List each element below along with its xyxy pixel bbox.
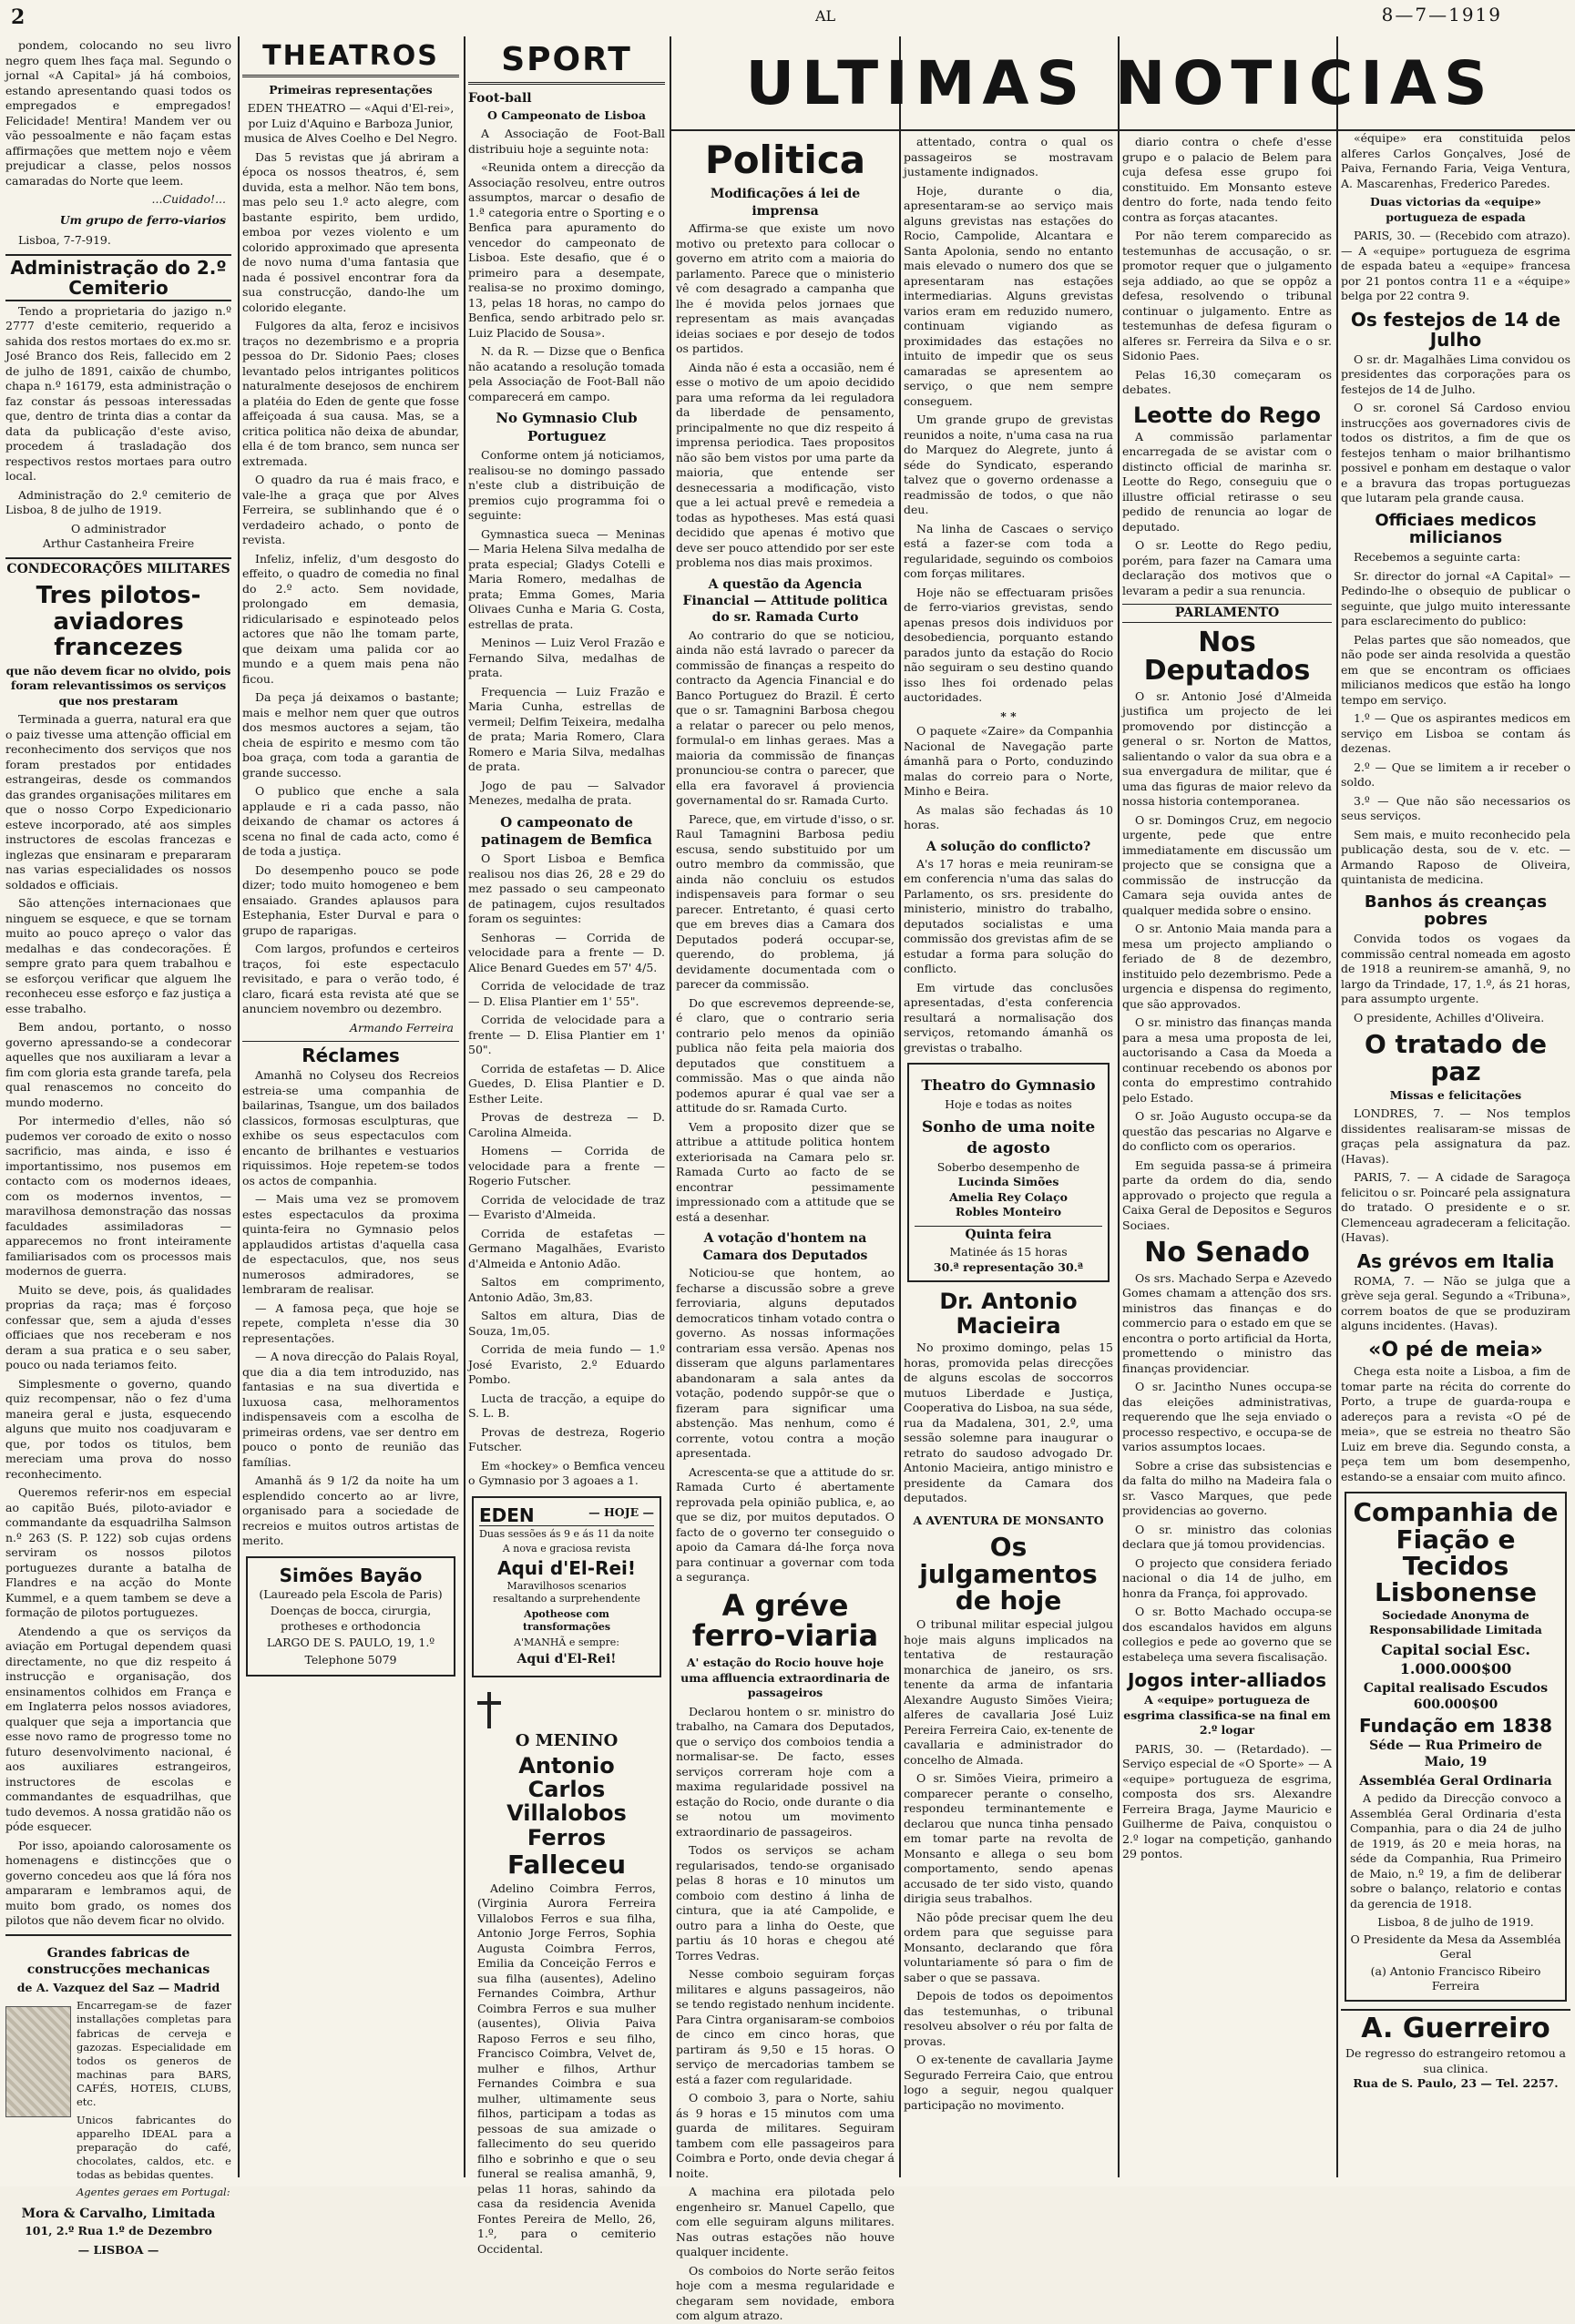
military-title: Tres pilotos-aviadores francezes [36, 581, 201, 662]
eden-name: EDEN [479, 1503, 535, 1526]
cross-icon [477, 1692, 501, 1728]
strike-paragraph: Um grande grupo de grevistas reunidos a noite, n'uma casa na rua do Marquez do Alegrete, junto á séde do Syndicato, esperando talvez que o governo ordenasse a readmissão de todos, o que não deu. [904, 413, 1113, 516]
signature: Um grupo de ferro-viarios [59, 212, 226, 227]
gymnasio-paragraph: Jogo de pau — Salvador Menezes, medalha de prata. [468, 778, 665, 808]
gymnasio-paragraph: Frequencia — Luiz Frazão e Maria Cunha, estrellas de vermeil; Delfim Teixeira, medalha de prata; Maria Romero, Clara Romero e Maria Silva, medalhas de prata. [468, 684, 665, 774]
paz-paragraph: PARIS, 7. — A cidade de Saragoça felicitou o sr. Poincaré pela assignatura do tratado. O presidente e o sr. Clemenceau agradeceram a felicitação. (Havas). [1341, 1170, 1570, 1245]
dentist-line: Telephone 5079 [304, 1652, 397, 1667]
review-paragraph: O quadro da rua é mais fraco, e vale-lhe a graça que por Alves Ferreira, se sublinhando que é o verdadeiro achado, o ponto de revista. [242, 473, 459, 547]
separator-stars: * * [1000, 708, 1017, 723]
page-header [0, 0, 1575, 36]
eden-line: A'MANHÃ e sempre: [514, 1636, 619, 1648]
column-6 [1122, 135, 1332, 2177]
banhos-title: Banhos ás creanças pobres [1364, 892, 1548, 930]
gymnasio-paragraph: Meninos — Luiz Verol Frazão e Fernando Silva, medalhas de prata. [468, 636, 665, 680]
ad-illustration [5, 2006, 71, 2117]
senado-paragraph: Os srs. Machado Serpa e Azevedo Gomes chamam a attenção dos srs. ministros das finanças e do commercio para o estado em que se encontra o porto artificial da Horta, promettendo o ministro das finanças providenciar. [1122, 1270, 1332, 1375]
monsanto-label: A AVENTURA DE MONSANTO [913, 1513, 1104, 1527]
fencing-paragraph: PARIS, 30. — (Recebido com atrazo). — A «equipe» portugueza de esgrima de espada bateu a «equipe» francesa por 21 pontos contra 11 e a «équipe» belga por 22 contra 9. [1341, 229, 1570, 302]
companhia-ad [1345, 1492, 1567, 2002]
julgamento-cont: Por não terem comparecido as testemunhas de accusação, o sr. promotor requer que o julgamento seja addiado, ao que se oppôz a defesa, resolvendo o tribunal continuar o julgamento. Entre as testemunhas de defesa figuram o alferes sr. Ferreira da Silva e o sr. Sidonio Paes. [1122, 229, 1332, 362]
greve-paragraph: Nesse comboio seguiram forças militares e alguns passageiros, não se tendo registado nenhum incidente. Para Cintra organisaram-se comboios de cinco em cinco horas, que partiram ás 9,50 e 15 horas. O serviço de mercadorias tambem se está a fazer com regularidade. [676, 1967, 895, 2086]
skating-paragraph: Corrida de velocidade para a frente — D. Elisa Plantier em 1' 50". [468, 1013, 665, 1057]
gymnasio-title: No Gymnasio Club Portuguez [496, 410, 638, 445]
skating-paragraph: Provas de destreza — D. Carolina Almeida. [468, 1110, 665, 1139]
gymnasio-paragraph: Gymnastica sueca — Meninas — Maria Helena Silva medalha de prata especial; Gladys Cotelli e Maria Romero, medalhas de prata; Emma Gomes, Maria Olivaes Cunha e Maria G. Costa, estrellas de prata. [468, 526, 665, 631]
column-rule [1336, 36, 1338, 2177]
column-2 [242, 38, 459, 2177]
football-paragraph: N. da R. — Dizse que o Benfica não acatando a resolução tomada pela Associação de Foot-Ball não comparecerá em campo. [468, 344, 665, 403]
obituary-body: Adelino Coimbra Ferros, (Virginia Aurora Ferreira Villalobos Ferros e sua filha, Antonio Jorge Ferros, Sophia Augusta Coimbra Ferros, Emilia da Conceição Ferros e sua filha (ausentes), Adelino Fernandes Coimbra, Arthur Coimbra Ferros e sua mulher (ausentes), Olivia Paiva Raposo Ferros e seu filho, Francisco Coimbra, Velvet de, mulher e filhos, Arthur Fernandes Coimbra e sua mulher, ultimamente seus filhos, participam a todas as pessoas de sua amizade o fallecimento do seu querido filho e sobrinho e que o seu funeral se realisa amanhã, 9, pelas 11 horas, sahindo da casa da residencia Avenida Fontes Pereira de Mello, 26, 1.º, para o cemiterio Occidental. [477, 1881, 656, 2256]
julgamentos-paragraph: Depois de todos os depoimentos das testemunhas, o tribunal resolveu absolver o réu por falta de provas. [904, 1989, 1113, 2048]
cemetery-sign: Arthur Castanheira Freire [42, 536, 195, 550]
eden-line: Maravilhosos scenarios resaltando a surprehendente [493, 1579, 640, 1605]
conflict-paragraph: Em virtude das conclusões apresentadas, d'esta conferencia resultará a normalisação dos serviços, retomando ámanhã os grevistas o trabalho. [904, 980, 1113, 1055]
eden-review-header: EDEN THEATRO — «Aqui d'El-rei», por Luiz d'Aquino e Barboza Junior, musica de Alves Coelho e Del Negro. [243, 101, 458, 146]
guerreiro-title: A. Guerreiro [1341, 2009, 1570, 2044]
ad-company: Mora & Carvalho, Limitada [21, 2206, 216, 2221]
macieira-title: Dr. Antonio Macieira [939, 1289, 1078, 1339]
companhia-capital-realised: Capital realisado Escudos 600.000$00 [1363, 1680, 1549, 1713]
conflict-title: A solução do conflicto? [926, 839, 1091, 854]
column-1 [5, 38, 231, 2257]
deputados-title: Nos Deputados [1143, 626, 1311, 688]
review-paragraph: Infeliz, infeliz, d'um desgosto do effeito, o quadro de comedia no final do 2.º acto. Sem novidade, prolongado em demasia, ridicularisado e espinoteado pelos actores que não lhe tomam parte, que deixam uma palida cor ao mundo e a quem mais pena não ficou. [242, 551, 459, 686]
military-paragraph: Muito se deve, pois, ás qualidades proprias da raça; mas é forçoso confessar que, sem a ajuda d'esses officiaes que nos receberam e nos deram a sua pratica e o seu saber, pouco ou nada teriamos feito. [5, 1282, 231, 1372]
military-paragraph: Por isso, apoiando calorosamente os homenagens e distincções que o governo concedeu aos que lá fóra nos ampararam e lembramos aqui, de muito bom grado, os nomes dos pilotos que não devem ficar no olvido. [5, 1838, 231, 1928]
obituary-name: Antonio Carlos Villalobos Ferros [506, 1752, 627, 1850]
eden-hoje: — HOJE — [588, 1504, 654, 1519]
skating-paragraph: Homens — Corrida de velocidade para a frente — Rogerio Futscher. [468, 1144, 665, 1188]
reclame-item: — A nova direcção do Palais Royal, que dia a dia tem introduzido, nas fantasias e na sua divertida e luxuosa casa, melhoramentos indispensaveis com a escolha de primeiras ordens, vae ser dentro em pouco o ponto de reunião das famílias. [242, 1350, 459, 1469]
skating-paragraph: O Sport Lisboa e Bemfica realisou nos dias 26, 28 e 29 do mez passado o seu campeonato de patinagem, cujos resultados foram os seguintes: [468, 851, 665, 926]
conflict-paragraph: A's 17 horas e meia reuniram-se em conferencia n'uma das salas do Parlamento, os srs. presidente do ministerio, ministro do trabalho, deputados socialistas e uma commissão dos grevistas afim de se estudar a forma para solução do conflicto. [904, 856, 1113, 976]
paz-subtitle: Missas e felicitações [1389, 1087, 1522, 1102]
strike-paragraph: Na linha de Cascaes o serviço está a fazer-se com toda a regularidade, seguindo os comboios com forças militares. [904, 521, 1113, 580]
julgamentos-paragraph: O sr. Simões Vieira, primeiro a comparecer perante o conselho, respondeu terminantemente e declarou que nunca tinha pensado em tomar parte na revolta de Monsanto e allega o seu bom comportamento, sendo apenas accusado de ter sido visto, quando dirigia seus trabalhos. [904, 1771, 1113, 1906]
reclame-item: Amanhã ás 9 1/2 da noite ha um esplendido concerto ao ar livre, organisado para a sociedade de recreios e muitos outros artistas de merito. [242, 1473, 459, 1548]
reclame-item: — A famosa peça, que hoje se repete, completa n'esse dia 30 representações. [242, 1300, 459, 1345]
julgamentos-paragraph: Não pôde precisar quem lhe deu ordem para que seguisse para Monsanto, declarando que fôra voluntariamente só para o fim de saber o que se passava. [904, 1910, 1113, 1984]
review-paragraph: Do desempenho pouco se pode dizer; todo muito homogeneo e bem ensaiado. Grandes aplausos para Estephania, Ester Durval e para o grupo de raparigas. [242, 862, 459, 937]
skating-paragraph: Corrida de velocidade de traz — Evaristo d'Almeida. [468, 1192, 665, 1222]
column-4 [676, 135, 895, 2323]
macieira-paragraph: No proximo domingo, pelas 15 horas, promovida pelas direcções de alguns escolas de soccorros mutuos Liberdade e Justiça, Cooperativa do Lisboa, na sua séde, rua da Madalena, 301, 2.º, uma sessão solemne para inaugurar o retrato do saudoso advogado Dr. Antonio Macieira, antigo ministro e presidente da Camara dos deputados. [904, 1340, 1113, 1505]
companhia-capital: Capital social Esc. 1.000.000$00 [1381, 1640, 1530, 1677]
deputados-paragraph: O sr. ministro das finanças manda para a mesa uma proposta de lei, auctorisando a Casa da Moeda a continuar recebendo os abonos por conta do emprestimo contrahido pelo Estado. [1122, 1015, 1332, 1105]
jogos-paragraph: PARIS, 30. — (Retardado). — Serviço especial de «O Sporte» — A «equipe» portugueza de esgrima, composta dos srs. Alexandre Ferreira Braga, Jayme Mauricio e Guilherme de Paiva, conquistou o 2.º logar na competição, ganhando 29 pontos. [1122, 1741, 1332, 1861]
greve-paragraph: Todos os serviços se acham regularisados, tendo-se organisado pelas 8 horas e 10 minutos um comboio com destino á linha de cintura, que ia até Campolide, e outro para a linha do Oeste, que partiu ás 10 horas e chegou até Torres Vedras. [676, 1843, 895, 1962]
dentist-line: (Laureado pela Escola de Paris) [259, 1586, 443, 1601]
senado-paragraph: Sobre a crise das subsistencias e da falta do milho na Madeira fala o sr. Vasco Marques, que pede providencias ao governo. [1122, 1458, 1332, 1518]
military-paragraph: Simplesmente o governo, quando quiz recompensar, não o fez d'uma maneira geral e justa, esquecendo alguns que muito nos coadjuvaram e que, por todos os titulos, bem mereciam uma prova do nosso reconhecimento. [5, 1376, 231, 1481]
jogos-subtitle: A «equipe» portugueza de esgrima classifica-se na final em 2.º logar [1123, 1693, 1331, 1738]
paz-title: O tratado de paz [1365, 1029, 1547, 1086]
football-paragraph: «Reunida ontem a direcção da Associação resolveu, entre outros assumptos, marcar o desafio de 1.ª categoria entre o Sporting e o Benfica para apuramento do vencedor do campeonato de Lisboa. Este desafio, que é o primeiro para a desempate, realisa-se no proximo domingo, 13, pelas 18 horas, no campo do Benfica, sendo arbitrado pelo sr. Luiz Placido de Sousa». [468, 160, 665, 340]
parlamento-label: PARLAMENTO [1122, 604, 1332, 622]
eden-title-2: Aqui d'El-Rei! [516, 1652, 617, 1667]
fencing-paragraph: «équipe» era constituida pelos alferes Carlos Gonçalves, José de Paiva, Fernando Faria, Veiga Ventura, A. Mascarenhas, Frederico Paredes. [1341, 131, 1570, 190]
cemetery-role: O administrador [71, 521, 166, 535]
column-3 [468, 38, 665, 2256]
ad-address: 101, 2.º Rua 1.º de Dezembro [25, 2224, 212, 2238]
greve-title: A gréve ferro-viaria [691, 1587, 879, 1654]
theatros-masthead: THEATROS [242, 38, 459, 77]
paz-paragraph: LONDRES, 7. — Nos templos dissidentes realisaram-se missas de graças pela assignatura da paz. (Havas). [1341, 1106, 1570, 1166]
guerreiro-address: Rua de S. Paulo, 23 — Tel. 2257. [1353, 2076, 1559, 2091]
strike-paragraph: Hoje, durante o dia, apresentaram-se ao serviço mais alguns grevistas nas estações do Rocio, Campolide, Alcantara e Santa Apolonia, sendo no entanto mais elevado o numero dos que se apresentaram nas estações intermediarias. Alguns grevistas varios eram em reduzido numero, continuam vigiando as proximidades das estações no intuito de impedir que os seus camaradas se apresentem ao serviço, o que nem sempre conseguem. [904, 183, 1113, 408]
skating-paragraph: Corrida de velocidade de traz — D. Elisa Plantier em 1' 55". [468, 979, 665, 1008]
deputados-paragraph: O sr. Antonio Maia manda para a mesa um projecto ampliando o feriado de 8 de dezembro, instituido pelo dezembrismo. Pede a urgencia e dispensa do regimento, que são approvados. [1122, 922, 1332, 1011]
ad-body-2: Unicos fabricantes do apparelho IDEAL para a preparação do café, chocolates, caldos, etc. e todas as bebidas quentes. [77, 2113, 231, 2182]
skating-title: O campeonato de patinagem de Bemfica [481, 813, 652, 849]
julgamento-cont: Pelas 16,30 começaram os debates. [1122, 367, 1332, 396]
review-paragraph: O publico que enche a sala applaude e ri a cada passo, não deixando de chamar os actores á scena no final de cada acto, como é de toda a justiça. [242, 784, 459, 859]
senado-paragraph: O sr. Jacintho Nunes occupa-se das eleições administrativas, requerendo que lhe seja enviado o processo respectivo, e occupa-se de varios assumptos locaes. [1122, 1380, 1332, 1454]
rego-paragraph: O sr. Leotte do Rego pediu, porém, para fazer na Camara uma declaração dos motivos que o levaram a pedir a sua renuncia. [1122, 538, 1332, 597]
eden-ad [472, 1496, 661, 1677]
military-paragraph: Por intermedio d'elles, não só pudemos ver coroado de exito o nosso sacrificio, mas ainda, e isso é importantissimo, nos pusemos em contacto com os modernos ideaes, com os modernos inventos, — maravilhosa demonstração das nossas faculdades assimiladoras — apparecemos no front inteiramente familiarisados com os processos mais modernos de guerra. [5, 1114, 231, 1279]
military-subtitle: que não devem ficar no olvido, pois foram relevantissimos os serviços que nos prestaram [5, 663, 231, 708]
guerreiro-line: De regresso do estrangeiro retomou a sua clinica. [1345, 2046, 1566, 2075]
companhia-signature: (a) Antonio Francisco Ribeiro Ferreira [1370, 1963, 1541, 1993]
companhia-president: O Presidente da Mesa da Assembléa Geral [1350, 1932, 1561, 1962]
companhia-date: Lisboa, 8 de julho de 1919. [1377, 1915, 1534, 1930]
skating-paragraph: Corrida de estafetas — D. Alice Guedes, D. Elisa Plantier e D. Esther Leite. [468, 1061, 665, 1106]
italia-paragraph: ROMA, 7. — Não se julga que a grève seja geral. Segundo a «Tribuna», correm boatos de que se produziram alguns incidentes. (Havas). [1341, 1273, 1570, 1333]
companhia-assembly: Assembléa Geral Ordinaria [1359, 1773, 1552, 1789]
jogos-title: Jogos inter-alliados [1127, 1669, 1326, 1692]
agency-paragraph: Ao contrario do que se noticiou, ainda não está lavrado o parecer da commissão de finanças a respeito do contracto da Agencia Financial e do Banco Portuguez do Brazil. É certo que o sr. Tamagnini Barbosa chegou a relatar o parecer ou pelo menos, formulal-o em linhas geraes. Mas a maioria da commissão de finanças pronunciou-se contra o parecer, que ella era favoravel á proviencia governamental do sr. Ramada Curto. [676, 627, 895, 808]
skating-paragraph: Provas de destreza, Rogerio Futscher. [468, 1424, 665, 1454]
deputados-paragraph: O sr. Domingos Cruz, em negocio urgente, pede que entre immediatamente em discussão um projecto que se consigna que a commissão de instrucção da Camara seja ouvida antes de qualquer medida sobre o ensino. [1122, 812, 1332, 917]
vote-paragraph: Noticiou-se que hontem, ao fecharse a discussão sobre a greve ferroviaria, alguns deputados democraticos tinham votado contra o governo. As nossas informações contrariam essa versão. Apenas nos disseram que alguns parlamentares abandonaram a sala antes da votação, podendo suppôr-se que o fizeram para significar uma abstenção. Mas nenhum, como é corrente, votou contra a moção apresentada. [676, 1266, 895, 1461]
cemetery-body: Tendo a proprietaria do jazigo n.º 2777 d'este cemiterio, requerido a sahida dos restos mortaes do ex.mo sr. José Branco dos Reis, fallecido em 2 de julho de 1891, caixão de chumbo, chapa n.º 16179, esta administração o faz constar ás pessoas interessadas que, dentro de trinta dias a contar da data da publicação d'este aviso, procedem á trasladação dos respectivos restos mortaes para outro local. [5, 303, 231, 483]
gym-theatre-title: Sonho de uma noite de agosto [921, 1118, 1096, 1157]
julgamentos-paragraph: O tribunal militar especial julgou hoje mais alguns implicados na tentativa de restauração monarchica de janeiro, os srs. tenente da arma de infantaria Alexandre Augusto Simões Vieira; alferes de cavallaria José Luiz Pereira Ferreira Caio, ex-tenente de cavallaria e administrador do concelho de Almada. [904, 1617, 1113, 1767]
eden-line: A nova e graciosa revista [502, 1543, 631, 1555]
medicos-paragraph: 1.º — Que os aspirantes medicos em serviço em Lisboa se contam ás dezenas. [1341, 711, 1570, 756]
medicos-paragraph: Pelas partes que são nomeados, que não pode ser ainda resolvida a questão em que se encontram os officiaes milicianos medicos que estão ha longo tempo em serviço. [1341, 632, 1570, 707]
gym-theatre-actor: Robles Monteiro [955, 1205, 1062, 1219]
column-rule [464, 36, 465, 2177]
obituary [472, 1685, 661, 2267]
military-paragraph: Queremos referir-nos em especial ao capitão Bués, piloto-aviador e commandante da esquadrilha Salmson n.º 263 (S. P. 122) sob cujas ordens serviram os nossos pilotos portuguezes durante a batalha de Flandres e na acção do Monte Kummel, e a quem tambem se deve a formação de pilotos portuguezes. [5, 1485, 231, 1620]
dentist-ad [246, 1556, 455, 1677]
review-signature: Armando Ferreira [349, 1020, 454, 1035]
column-7 [1341, 40, 1570, 2177]
military-section: CONDECORAÇÕES MILITARES [5, 557, 231, 577]
politica-title: Politica [704, 138, 866, 182]
military-paragraph: Bem andou, portanto, o nosso governo apressando-se a condecorar aquelles que nos auxiliaram a levar a fim com gloria esta grande tarefa, pela qual renascemos no conceito do mundo moderno. [5, 1020, 231, 1109]
gym-theatre-name: Theatro do Gymnasio [921, 1076, 1096, 1095]
skating-paragraph: Corrida de estafetas — Germano Magalhães, Evaristo d'Almeida e Antonio Adão. [468, 1226, 665, 1270]
review-paragraph: Da peça já deixamos o bastante; mais e melhor nem quer que outros dos mesmos auctores a sejam, tão cheia de espirito e mesmo com tão boa graça, com toda a garantia de grande successo. [242, 690, 459, 780]
skating-paragraph: Senhoras — Corrida de velocidade para a frente — D. Alice Benard Guedes em 57' 4/5. [468, 930, 665, 974]
review-paragraph: Das 5 revistas que já abriram a época os nossos theatros, é, sem duvida, esta a melhor. Não tem bons, mas pelo seu 1.º acto alegre, com bastante espirito, bem urdido, emboa por vezes violento e um colorido approximado que apresenta de novo numa d'uma fantasia que nada é possivel encontrar fora da sua construcção, dando-lhe um colorido elegante. [242, 149, 459, 314]
senado-title: No Senado [1144, 1237, 1310, 1269]
gym-theatre-day: Quinta feira [915, 1226, 1102, 1243]
gym-theatre-actor: Amelia Rey Colaço [949, 1189, 1068, 1204]
medicos-paragraph: Sem mais, e muito reconhecido pela publicação desta, sou de v. etc. — Armando Raposo de Oliveira, quintanista de medicina. [1341, 827, 1570, 887]
eden-title: Aqui d'El-Rei! [496, 1556, 637, 1579]
greve-paragraph: A machina era pilotada pelo engenheiro sr. Manuel Capello, que com elle seguiram alguns militares. Nas outras estações não houve qualquer incidente. [676, 2185, 895, 2259]
medicos-paragraph: Sr. director do jornal «A Capital» — Pedindo-lhe o obsequio de publicar o seguinte, que julgo muito interessante para esclarecimento do publico: [1341, 568, 1570, 628]
gymnasio-theatre-ad [907, 1063, 1110, 1282]
politica-paragraph: Affirma-se que existe um novo motivo ou pretexto para collocar o governo em atrito com a maioria do parlamento. Parece que o ministerio vê com desagrado a campanha que lhe é movida pelos jornaes que representam as mais avançadas ideias sociaes e por desejo de todos os partidos. [676, 221, 895, 356]
politica-paragraph: Ainda não é esta a occasião, nem é esse o motivo de um apoio decidido para uma reforma da lei reguladora da liberdade de pensamento, principalmente no que diz respeito á imprensa periodica. Taes propositos não são bem vistos por uma parte da maioria, que entende ser desnecessaria a modificação, visto que a lei actual prevê e remedeia a todas as hypotheses. Mas está quasi decidido que apenas é motivo que deve ser pouco attendido por ser este problema nos dias mais proximos. [676, 360, 895, 570]
senado-paragraph: O projecto que considera feriado nacional o dia 14 de julho, em honra da França, foi approvado. [1122, 1555, 1332, 1600]
companhia-founded: Fundação em 1838 [1358, 1714, 1553, 1737]
festejos-paragraph: O sr. coronel Sá Cardoso enviou instrucções aos governadores civis de todos os distritos, a fim de que os festejos tenham o maior brilhantismo possivel e ponham em destaque o valor e a bravura das tropas portuguezas que lutaram pela grande causa. [1341, 401, 1570, 505]
obituary-status: Falleceu [506, 1850, 627, 1881]
gymnasio-paragraph: Conforme ontem já noticiamos, realisou-se no domingo passado n'este club a distribuição de premios cujo programma foi o seguinte: [468, 448, 665, 523]
medicos-paragraph: 2.º — Que se limitem a ir receber o soldo. [1341, 759, 1570, 790]
review-paragraph: Com largos, profundos e certeiros traços, foi este espectaculo revisitado, e para o verão todo, é claro, ficará esta revista até que se anunciem novembro ou dezembro. [242, 942, 459, 1016]
football-title: Foot-ball [468, 90, 532, 106]
ad-city: — LISBOA — [77, 2242, 159, 2257]
page-number: 2 [11, 5, 26, 29]
greve-subtitle: A' estação do Rocio houve hoje uma affluencia extraordinaria de passageiros [680, 1656, 890, 1700]
deputados-paragraph: O sr. Antonio José d'Almeida justifica um projecto de lei promovendo por distincção a general o sr. Norton de Mattos, salientando o valor da sua obra e a sua envergadura de militar, que é uma das figuras de maior relevo da nossa historia contemporanea. [1122, 688, 1332, 809]
eden-line: Apotheose com transformações [522, 1607, 611, 1634]
cemetery-place: Administração do 2.º cemiterio de Lisboa, 8 de julho de 1919. [5, 487, 231, 516]
agency-title: A questão da Agencia Financial — Attitude politica do sr. Ramada Curto [682, 576, 888, 626]
medicos-title: Officiaes medicos milicianos [1375, 510, 1537, 548]
reclames-title: Réclames [242, 1041, 459, 1065]
companhia-paragraph: A pedido da Direcção convoco a Assembléa Geral Ordinaria d'esta Companhia, para o dia 24 de julho de 1919, ás 20 e meia horas, na séde da Companhia, Rua Primeiro de Maio, n.º 19, a fim de deliberar sobre o balanço, relatorio e contas da gerencia de 1918. [1350, 1791, 1561, 1911]
gym-theatre-line: 30.ª representação 30.ª [933, 1259, 1084, 1274]
agency-paragraph: Do que escrevemos depreende-se, é claro, que o contrario seria contrario pelo menos da opinião publica não feita pela maioria dos deputados que constituem a commissão. Mas o que ainda não podemos apurar é qual vae ser a attitude do sr. Ramada Curto. [676, 995, 895, 1116]
football-subtitle: O Campeonato de Lisboa [487, 107, 646, 122]
strike-paragraph: Hoje não se effectuaram prisões de ferro-viarios grevistas, sendo apenas presos dois individuos por desobediencia, porquanto estando parados junto da estação do Rocio não seguiram o seu destino quando isso lhes foi ordenado pelas auctoridades. [904, 585, 1113, 704]
dentist-line: Doenças de bocca, cirurgia, protheses e orthodoncia [270, 1604, 432, 1633]
column-rule [670, 36, 671, 2177]
column-rule [1118, 36, 1120, 2177]
julgamento-cont: diario contra o chefe d'esse grupo e o palacio de Belem para cuja defesa esse grupo foi constituido. Em Monsanto esteve dentro do forte, nada tendo feito contra as forças atacantes. [1122, 135, 1332, 224]
cuidado-text: ...Cuidado!... [151, 192, 226, 206]
ad-title: Grandes fabricas de construcções mechanicas [26, 1945, 210, 1978]
gym-theatre-line: Soberbo desempenho de [936, 1159, 1080, 1174]
companhia-seat: Séde — Rua Primeiro de Maio, 19 [1369, 1738, 1542, 1770]
fencing-heading: Duas victorias da «equipe» portugueza de espada [1369, 195, 1541, 224]
skating-paragraph: Corrida de meia fundo — 1.º José Evaristo, 2.º Eduardo Pombo. [468, 1342, 665, 1387]
strike-paragraph: attentado, contra o qual os passageiros se mostravam justamente indignados. [904, 135, 1113, 178]
obituary-heading: O MENINO [515, 1730, 619, 1750]
gym-theatre-actor: Lucinda Simões [957, 1175, 1059, 1189]
page-label: AL [815, 7, 836, 25]
column-rule [899, 36, 901, 2177]
deputados-paragraph: O sr. João Augusto occupa-se da questão das pescarias no Algarve e do conflicto com os operarios. [1122, 1109, 1332, 1154]
agency-paragraph: Parece, que, em virtude d'isso, o sr. Raul Tamagnini Barbosa pediu escusa, sendo substituido por um outro membro da commissão, que ainda não concluiu os estudos indispensaveis para formar o seu parecer. Entretanto, é quasi certo que em breves dias a Camara dos Deputados poderá occupar-se, querendo, do problema, já devidamente documentada com o parecer da commissão. [676, 811, 895, 992]
skating-paragraph: Saltos em comprimento, Antonio Adão, 3m,83. [468, 1275, 665, 1304]
theatros-subtitle: Primeiras representações [269, 82, 433, 97]
skating-paragraph: Lucta de tracção, a equipe do S. L. B. [468, 1391, 665, 1421]
senado-paragraph: O sr. ministro das colonias declara que já tomou providencias. [1122, 1522, 1332, 1552]
greve-paragraph: Declarou hontem o sr. ministro do trabalho, na Camara dos Deputados, que o serviço dos comboios tendia a normalisar-se. De facto, esses serviços correram hoje com a maxima regularidade possivel na estação do Rocio, onde durante o dia se notou um movimento extraordinario de passageiros. [676, 1704, 895, 1839]
julgamentos-title: Os julgamentos de hoje [919, 1532, 1098, 1616]
senado-paragraph: O sr. Botto Machado occupa-se dos escandalos havidos em alguns collegios e pede ao governo que se estabeleça uma severa fiscalisação. [1122, 1605, 1332, 1664]
cemetery-title: Administração do 2.º Cemiterio [5, 254, 231, 301]
place-date: Lisboa, 7-7-919. [18, 233, 111, 247]
ship-paragraph: As malas são fechadas ás 10 horas. [904, 802, 1113, 831]
julgamentos-paragraph: O ex-tenente de cavallaria Jayme Segurado Ferreira Caio, que entrou logo a seguir, negou qualquer participação no movimento. [904, 2053, 1113, 2112]
festejos-title: Os festejos de 14 de Julho [1350, 308, 1561, 351]
deputados-paragraph: Em seguida passa-se á primeira parte da ordem do dia, sendo approvado o projecto que regula a Caixa Geral de Depositos e Seguros Sociaes. [1122, 1157, 1332, 1232]
rego-title: Leotte do Rego [1132, 402, 1322, 428]
ad-owner: de A. Vazquez del Saz — Madrid [16, 1980, 220, 1994]
football-paragraph: A Associação de Foot-Ball distribuiu hoje a seguinte nota: [468, 127, 665, 156]
gym-theatre-line: Hoje e todas as noites [945, 1096, 1072, 1111]
military-paragraph: Atendendo a que os serviços da aviação em Portugal dependem quasi directamente, no que diz respeito á instrucção e organisação, dos ensinamentos colhidos em França e em Inglaterra pelos nossos aviadores, qualquer que seja a importancia que esse novo ramo de progresso tome no futuro desenvolvimento nacional, é aos auxiliares estrangeiros, instructores de escolas e commandantes de esquadrilhas, que tudo devemos. A nossa gratidão não os póde esquecer. [5, 1624, 231, 1834]
skating-paragraph: Saltos em altura, Dias de Souza, 1m,05. [468, 1309, 665, 1338]
masthead-spacer [1341, 40, 1570, 131]
intro-text: pondem, colocando no seu livro negro quem lhes faça mal. Segundo o jornal «A Capital» já há comboios, estando apresentando quasi todos os empregados e empregados! Felicidade! Mentira! Mandem ver ou vão pessoalmente e não façam estas affirmações que mettem nojo e vêem prejudicar a classe, pelos nossos camaradas do Norte que leem. [5, 38, 231, 188]
column-rule [238, 36, 240, 2177]
festejos-paragraph: O sr. dr. Magalhães Lima convidou os presidentes das corporações para os festejos de 14 de Julho. [1341, 352, 1570, 396]
italia-title: As grévos em Italia [1356, 1249, 1555, 1272]
vote-title: A votação d'hontem na Camara dos Deputados [702, 1231, 868, 1263]
meia-title: «O pé de meia» [1368, 1338, 1543, 1361]
greve-paragraph: Os comboios do Norte serão feitos hoje com a mesma regularidade e chegaram sem novidade, embora com algum atrazo. [676, 2263, 895, 2323]
agency-paragraph: Vem a proposito dizer que se attribue a attitude politica hontem exteriorisada na Camara pelo sr. Ramada Curto ao facto de se encontrar pessimamente impressionado com a attitude que se está a desenhar. [676, 1119, 895, 1224]
meia-paragraph: Chega esta noite a Lisboa, a fim de tomar parte na récita do corrente do Porto, a trupe de guarda-roupa e adereços para a revista «O pé de meia», que se estreia no theatro São Luiz em breve dia. Segundo consta, a peça tem um bom desempenho, estando-se a ensaiar com muito afinco. [1341, 1364, 1570, 1483]
review-paragraph: Fulgores da alta, feroz e incisivos traços no dezembrismo e a propria pessoa do Dr. Sidonio Paes; closes levantado pelos intrigantes politicos naturalmente desejosos de enchirem a platéia do Eden de gente que fosse affeiçoada á sua causa. Mas, se a critica politica não deixa de abundar, ella é de tom branco, sem nunca ser extremada. [242, 319, 459, 468]
politica-subtitle: Modificações á lei de imprensa [710, 187, 861, 219]
machinery-ad [5, 1934, 231, 2258]
date-strip: 8—7—1919 [1381, 4, 1502, 25]
banhos-paragraph: Convida todos os vogaes da commissão central nomeada em agosto de 1918 a reunirem-se amanhã, 9, no largo da Trindade, 17, 1.º, ás 21 horas, para assumpto urgente. [1341, 932, 1570, 1006]
skating-paragraph: Em «hockey» o Bemfica venceu o Gymnasio por 3 agoaes a 1. [468, 1458, 665, 1488]
dentist-line: LARGO DE S. PAULO, 19, 1.º [266, 1636, 435, 1650]
reclame-item: — Mais uma vez se promovem estes espectaculos da proxima quinta-feira no Gymnasio pelos applaudidos artistas d'aquella casa de espectaculos, que, nos seus numerosos admiradores, se lembraram de realisar. [242, 1192, 459, 1297]
ad-body: Encarregam-se de fazer installações completas para fabricas de cerveja e gazozas. Especialidade em todos os generos de machinas para BARS, CAFÉS, HOTEIS, CLUBS, etc. [77, 1999, 231, 2109]
dentist-name: Simões Bayão [279, 1564, 423, 1586]
greve-paragraph: O comboio 3, para o Norte, sahiu ás 9 horas e 15 minutos com uma guarda de militares. Seguiram tambem com elle passageiros para Coimbra e Porto, onde devia chegar á noite. [676, 2091, 895, 2180]
rego-paragraph: A commissão parlamentar encarregada de se avistar com o distincto official de marinha sr. Leotte do Rego, conseguiu que o illustre official retirasse o seu pedido de renuncia ao logar de deputado. [1122, 429, 1332, 534]
companhia-title: Companhia de Fiação e Tecidos Lisbonense [1353, 1497, 1559, 1608]
sport-masthead: SPORT [468, 38, 665, 85]
military-paragraph: Terminada a guerra, natural era que o paiz tivesse uma attenção official em reconhecimento dos serviços que nos foram prestados por entidades estrangeiras, desde os commandos das grandes organisações militares em que o nosso Corpo Expedicionario esteve incorporado, até aos simples instructores de escolas francezas e inglezas que ensinaram e prepararam nas varias especialidades os nossos soldados e officiais. [5, 712, 231, 892]
medicos-paragraph: 3.º — Que não são necessarios os seus serviços. [1341, 793, 1570, 823]
ship-paragraph: O paquete «Zaire» da Companhia Nacional de Navegação parte ámanhã para o Porto, conduzindo malas do correio para o Norte, Minho e Beira. [904, 724, 1113, 798]
medicos-paragraph: Recebemos a seguinte carta: [1354, 550, 1521, 565]
military-paragraph: São attenções internacionaes que ninguem se esquece, e que se tornam muito ao pouco apreço o valor das medalhas e das condecorações. É sempre grato para quem trabalhou e se esforçou verificar que alguem lhe reconheceu esse esforço e faz justiça a esse trabalho. [5, 896, 231, 1015]
reclame-item: Amanhã no Colyseu dos Recreios estreia-se uma companhia de bailarinas, Tsangue, um dos bailados classicos, formosas esculpturas, que exhibe os seus espectaculos com encanto de brilhantes e vestuarios riquissimos. Hoje repetem-se todos os actos de companhia. [242, 1068, 459, 1187]
ad-agents: Agentes geraes em Portugal: [77, 2186, 230, 2199]
column-5 [904, 135, 1113, 2177]
vote-paragraph: Acrescenta-se que a attitude do sr. Ramada Curto é abertamente reprovada pela opinião publica, e, ao que se diz, por muitos deputados. O facto de o governo ter conseguido o apoio da Camara dá-lhe força nova para continuar a governar com toda a segurança. [676, 1464, 895, 1585]
companhia-subtitle: Sociedade Anonyma de Responsabilidade Limitada [1369, 1607, 1542, 1637]
banhos-paragraph: O presidente, Achilles d'Oliveira. [1354, 1010, 1545, 1024]
eden-line: Duas sessões ás 9 e ás 11 da noite [479, 1527, 654, 1540]
ultimas-masthead: ULTIMAS NOTICIAS [745, 48, 1495, 118]
gym-theatre-line: Matinée ás 15 horas [949, 1245, 1068, 1259]
